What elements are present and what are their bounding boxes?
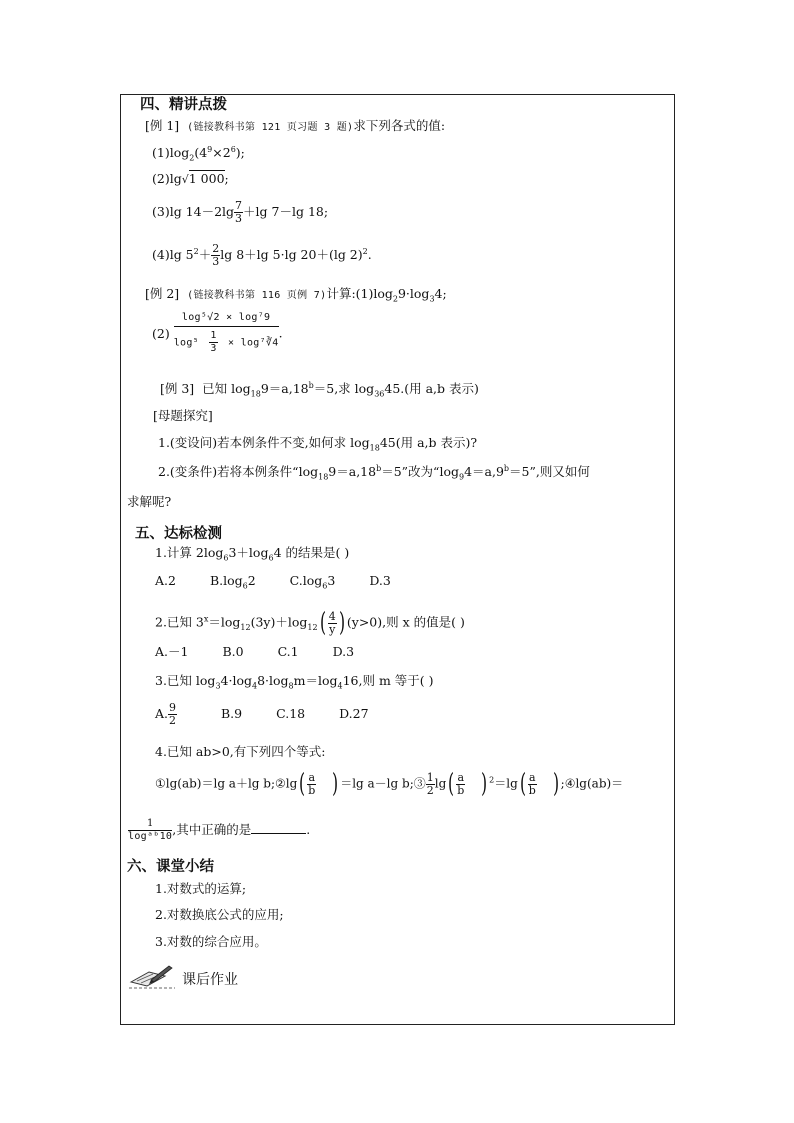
summary-item-1: 1.对数式的运算;: [155, 881, 247, 896]
explore-title: [母题探究]: [153, 408, 213, 423]
section-title-6: 六、课堂小结: [127, 859, 214, 875]
option-a[interactable]: A.－1: [155, 644, 189, 659]
quiz-q1-options: [155, 573, 391, 591]
option-b[interactable]: B.9: [221, 706, 243, 721]
example-label: [例 1]: [145, 118, 180, 133]
option-c[interactable]: $C.\log_63$: [289, 573, 336, 591]
option-b[interactable]: $B.\log_62$: [209, 573, 256, 591]
example-1-item-2: (2)lg√1 000;: [152, 171, 229, 186]
example-1-item-1: $(1)\log_2(4^9\times 2^6)$;: [152, 144, 245, 163]
section-title-5: 五、达标检测: [135, 526, 222, 542]
example-1-item-4: (4)lg $5^2+$ $\frac{2}{3}$ lg 8＋lg 5·lg 20＋(lg 2)$^2$.: [152, 242, 372, 268]
pen-paper-icon: [127, 962, 177, 990]
quiz-q3: 3.已知 $\log_34\cdot\log_48\cdot\log_8m=\log_416$,则 m 等于( ): [155, 673, 434, 691]
summary-item-2: 2.对数换底公式的应用;: [155, 907, 284, 922]
option-d[interactable]: D.3: [369, 573, 391, 588]
example-3-line: [例 3] 已知 $\log_{18}9=a,18^b=5$,求 $\log_{36}45$.(用 a,b 表示): [160, 380, 479, 399]
quiz-q4-tail: $\frac{1}{\text{logᵃᵇ10}}$ ,其中正确的是 .: [128, 818, 311, 842]
explore-q2-line1: 2.(变条件)若将本例条件“$\log_{18}9=a,18^b=5$”改为“$\log_94=a,9^b=5$”,则又如何: [158, 463, 590, 482]
example-prompt: 求下列各式的值:: [353, 118, 446, 133]
option-c[interactable]: C.18: [276, 706, 306, 721]
example-2-item-2: (2) log⁵√2 × log⁷9 log⁵ $\frac{1}{3}$ × log⁷∛4 .: [152, 312, 283, 354]
option-a[interactable]: A.2: [155, 573, 176, 588]
option-a[interactable]: A. $\frac{9}{2}$: [155, 701, 177, 727]
summary-item-3: 3.对数的综合应用。: [155, 934, 267, 949]
quiz-q1: 1.计算 $2\log_63+\log_64$ 的结果是( ): [155, 545, 350, 563]
option-b[interactable]: B.0: [222, 644, 244, 659]
quiz-q4: 4.已知 ab>0,有下列四个等式:: [155, 744, 326, 759]
explore-q1: 1.(变设问)若本例条件不变,如何求 $\log_{18}45$(用 a,b 表示)?: [158, 435, 478, 453]
section-title-4: 四、精讲点拨: [140, 97, 227, 113]
option-d[interactable]: D.3: [332, 644, 355, 659]
option-d[interactable]: D.27: [339, 706, 369, 721]
example-1-line: [145, 120, 445, 133]
quiz-q3-options: [155, 702, 369, 727]
explore-q2-line2: 求解呢?: [127, 494, 172, 509]
homework-label: 课后作业: [182, 972, 238, 988]
example-1-item-3: (3)lg 14－2lg $\frac{7}{3}$ ＋lg 7－lg 18;: [152, 199, 329, 225]
textbook-link-note: (链接教科书第 116 页例 7): [187, 290, 327, 301]
answer-blank[interactable]: [251, 832, 306, 834]
quiz-q2: 2.已知 $3^x=\log_{12}(3y)+\log_{12}$( $\frac{4}{y}$ ) (y>0),则 x 的值是( ): [155, 608, 465, 638]
quiz-q2-options: [155, 646, 354, 659]
textbook-link-note: (链接教科书第 121 页习题 3 题): [187, 122, 354, 133]
quiz-q4-equations: ①lg(ab)＝lg a＋lg b;②lg( $\frac{a}{b}$ ) ＝lg a－lg b;③ $\frac{1}{2}$ lg( $\frac{a}{b}$ ) $^2$＝lg( $\frac{a}{b}$ ) ;④lg(ab)＝: [155, 769, 624, 799]
option-c[interactable]: C.1: [277, 644, 299, 659]
example-2-line: [例 2] (链接教科书第 116 页例 7)计算$:(1)\log_29\cdot\log_34$;: [145, 286, 447, 304]
